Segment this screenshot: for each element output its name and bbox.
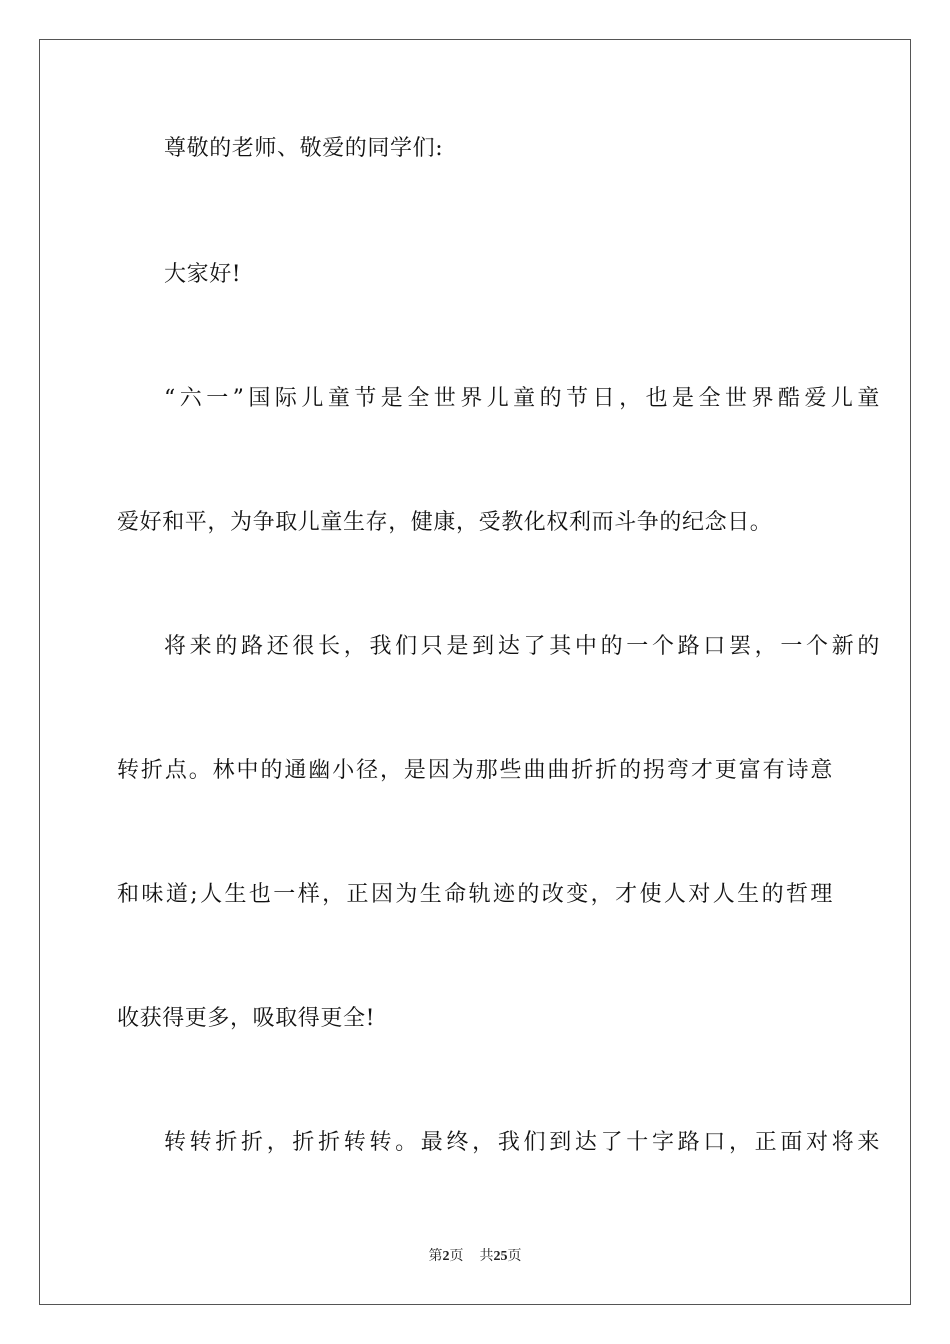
paragraph-2-line-1: 将来的路还很长，我们只是到达了其中的一个路口罢，一个新的 bbox=[164, 634, 880, 659]
paragraph-1-line-2: 爱好和平，为争取儿童生存，健康，受教化权利而斗争的纪念日。 bbox=[117, 510, 773, 535]
paragraph-3-line-1: 转转折折，折折转转。最终，我们到达了十字路口，正面对将来 bbox=[164, 1130, 880, 1155]
page-frame bbox=[39, 39, 911, 1305]
total-prefix: 共 bbox=[479, 1248, 494, 1264]
salutation-line: 尊敬的老师、敬爱的同学们: bbox=[164, 136, 444, 161]
page-suffix: 页 bbox=[449, 1248, 464, 1264]
paragraph-2-line-2: 转折点。林中的通幽小径，是因为那些曲曲折折的拐弯才更富有诗意 bbox=[117, 758, 833, 783]
paragraph-2-line-3: 和味道;人生也一样，正因为生命轨迹的改变，才使人对人生的哲理 bbox=[117, 882, 833, 907]
page-number: 2 bbox=[442, 1249, 450, 1264]
paragraph-2-line-4: 收获得更多，吸取得更全! bbox=[117, 1006, 376, 1031]
total-pages: 25 bbox=[493, 1249, 508, 1264]
page-prefix: 第 bbox=[428, 1248, 443, 1264]
paragraph-1-line-1: “六一”国际儿童节是全世界儿童的节日，也是全世界酷爱儿童 bbox=[164, 386, 880, 411]
greeting-line: 大家好! bbox=[164, 262, 242, 287]
total-suffix: 页 bbox=[507, 1248, 522, 1264]
page-footer bbox=[0, 1246, 950, 1267]
